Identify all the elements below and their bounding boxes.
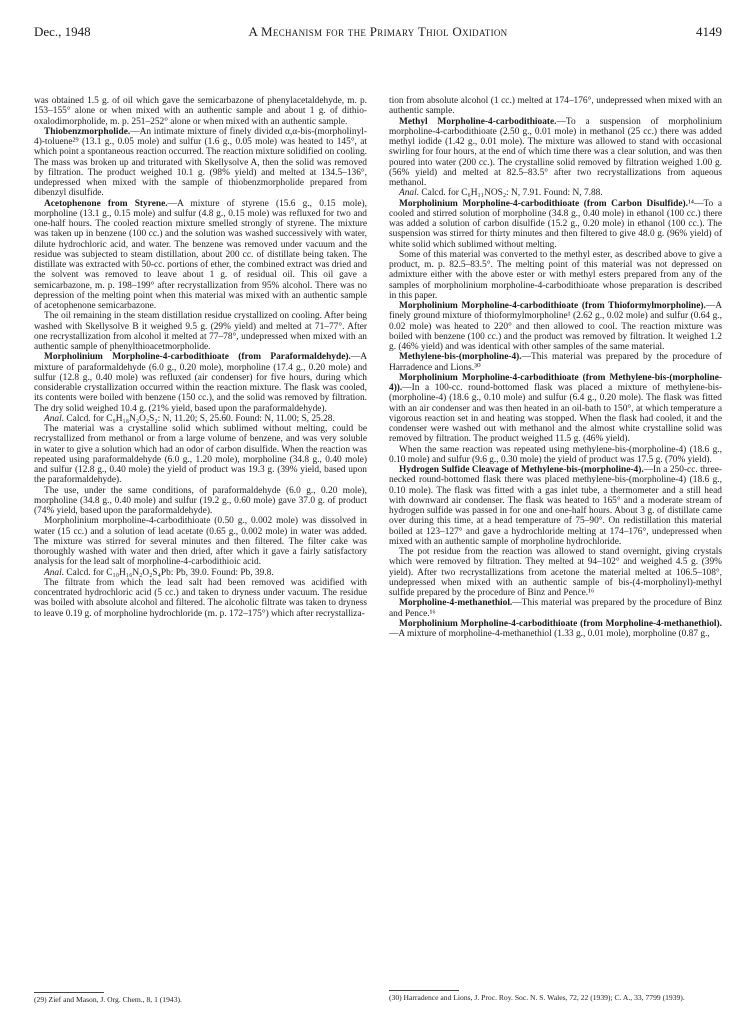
section-heading: Morpholinium Morpholine-4-carbodithioate (from Methylene-bis-(morpholine-4)).	[389, 372, 722, 393]
footnote-rule	[389, 990, 459, 991]
section-heading: Morpholinium Morpholine-4-carbodithioate (from Morpholine-4-methanethiol).	[399, 618, 722, 629]
paragraph-text: tion from absolute alcohol (1 cc.) melted at 174–176°, undepressed when mixed with an authentic sample.	[389, 96, 722, 117]
paragraph	[389, 547, 722, 598]
analysis-label: Anal.	[44, 413, 65, 424]
paragraph	[389, 199, 722, 250]
paragraph-text: The oil remaining in the steam distillation residue crystallized on cooling. After being washed with Skellysolve B it weighed 9.5 g. (29% yield) and melted at 71–77°. After one recrystallization from alcohol it melted at 77–78°, undepressed when mixed with an authentic sample of phenylthioacetmorpholide.	[34, 311, 367, 352]
paragraph	[389, 373, 722, 445]
right-column-text	[389, 96, 722, 968]
paragraph	[34, 486, 367, 517]
left-column	[34, 96, 367, 1010]
paragraph-text: —A finely ground mixture of thioformylmorpholine¹ (2.62 g., 0.02 mole) and sulfur (0.64 g., 0.02 mole) was heated to 220° and then allowed to cool. The reaction mixture was boiled with benzene (100 cc.) and the product was removed by filtration. It weighed 1.2 g. (46% yield) and was identical with other samples of the same material.	[389, 301, 722, 352]
paragraph-text: —In a 100-cc. round-bottomed flask was placed a mixture of methylene-bis-(morpholine-4) (18.6 g., 0.10 mole) and sulfur (6.4 g., 0.20 mole). The flask was fitted with an air condenser and was then heated in an oil-bath to 150°, at which temperature a vigorous reaction set in and heating was stopped. When the flask had cooled, it and the condenser were washed out with methanol and the almost white crystalline solid was removed by filtration. The product weighed 11.5 g. (46% yield).	[389, 383, 722, 445]
footnote-29: (29) Zief and Mason, J. Org. Chem., 8, 1 (1943).	[34, 995, 182, 1004]
paragraph	[34, 414, 367, 424]
paragraph-text: —In a 250-cc. three-necked round-bottomed flask there was placed methylene-bis-(morpholine-4) (18.6 g., 0.10 mole). The flask was fitted with a gas inlet tube, a thermometer and a still head with downward air condenser. The flask was heated to 165° and a moderate stream of hydrogen sulfide was passed in for one and one-half hours. About 3 g. of distillate came over during this time, at a head temperature of 75–90°. On redistillation this material boiled at 123–127° and gave a hydrochloride melting at 174–176°, undepressed when mixed with an authentic sample of morpholine hydrochloride.	[389, 465, 722, 547]
paragraph-text: was obtained 1.5 g. of oil which gave the semicarbazone of phenylacetaldehyde, m. p. 153–155° alone or when mixed with an authentic sample and about 1 g. of dithio-oxalodimorpholide, m. p. 251–252° alone or when mixed with an authentic sample.	[34, 96, 367, 127]
paragraph	[34, 352, 367, 414]
paragraph	[34, 127, 367, 199]
section-heading: Methylene-bis-(morpholine-4).	[399, 352, 522, 363]
paragraph-text: The filtrate from which the lead salt had been removed was acidified with concentrated hydrochloric acid (5 cc.) and taken to dryness under vacuum. The residue was boiled with absolute alcohol and filtered. The alcoholic filtrate was taken to dryness to leave 0.19 g. of morpholine hydrochloride (m. p. 172–175°) which after recrystalliza-	[34, 577, 367, 619]
paragraph-text: Morpholinium morpholine-4-carbodithioate (0.50 g., 0.002 mole) was dissolved in water (15 cc.) and a solution of lead acetate (0.65 g., 0.002 mole) in water was added. The mixture was stirred for several minutes and then filtered. The filter cake was thoroughly washed with water and then dried, after which it gave a fairly satisfactory analysis for the lead salt of morpholine-4-carbodithioic acid.	[34, 516, 367, 568]
paragraph-text: When the same reaction was repeated using methylene-bis-(morpholine-4) (18.6 g., 0.10 mole) and sulfur (9.6 g., 0.30 mole) the yield of product was 17.5 g. (70% yield).	[389, 444, 722, 465]
running-header	[34, 20, 722, 46]
paragraph	[389, 598, 722, 619]
paragraph	[389, 117, 722, 189]
section-heading: Morpholinium Morpholine-4-carbodithioate (from Paraformaldehyde).	[44, 352, 351, 363]
two-column-body	[34, 96, 722, 1010]
header-title: A Mechanism for the Primary Thiol Oxidation	[248, 24, 508, 39]
page-number: 4149	[696, 24, 722, 39]
paragraph-text: —This material was prepared by the procedure of Harradence and Lions.³⁰	[389, 352, 722, 373]
paragraph	[389, 96, 722, 117]
paragraph	[389, 250, 722, 301]
paragraph	[389, 445, 722, 466]
paragraph-text: Some of this material was converted to the methyl ester, as described above to give a product, m. p. 82.5–83.5°. The melting point of this material was not depressed on admixture either with the above ester or with methyl esters prepared from any of the samples of morpholinium morpholine-4-carbodithioate whose preparation is described in this paper.	[389, 249, 722, 301]
paragraph	[34, 578, 367, 619]
paragraph-text: Calcd. for C₉H₁₈N₂O₂S₂: N, 11.20; S, 25.60. Found: N, 11.00; S, 25.28.	[66, 413, 335, 424]
header-date: Dec., 1948	[34, 24, 91, 39]
paragraph-text: —A mixture of paraformaldehyde (6.0 g., 0.20 mole), morpholine (17.4 g., 0.20 mole) and sulfur (12.8 g., 0.40 mole) was refluxed (air condenser) for five hours, during which considerable crystallization occurred within the reaction mixture. The flask was cooled, its contents were boiled with benzene (150 cc.), and the solid was removed by filtration. The dry solid weighed 10.4 g. (21% yield, based upon the paraformaldehyde).	[34, 352, 367, 414]
section-heading: Morpholinium Morpholine-4-carbodithioate (from Thioformylmorpholine).	[399, 301, 706, 311]
footnote-rule	[34, 992, 104, 993]
paragraph-text: —An intimate mixture of finely divided α,α-bis-(morpholinyl-4)-toluene²⁹ (13.1 g., 0.05 mole) and sulfur (1.6 g., 0.05 mole) was heated to 145°, at which point a spontaneous reaction occurred. The reaction mixture solidified on cooling. The mass was broken up and triturated with Skellysolve A, then the solid was removed by filtration. The product weighed 10.1 g. (98% yield) and melted at 134.5–136°, undepressed when mixed with the sample of thiobenzmorpholide prepared from dibenzyl disulfide.	[34, 126, 367, 199]
footnote-30: (30) Harradence and Lions, J. Proc. Roy. Soc. N. S. Wales, 72, 22 (1939); C. A., 33, 7799 (1939).	[389, 993, 685, 1002]
journal-page	[34, 20, 722, 1010]
left-column-text	[34, 96, 367, 976]
section-heading: Thiobenzmorpholide.	[44, 126, 131, 137]
right-column	[389, 96, 722, 1010]
paragraph-text: —A mixture of styrene (15.6 g., 0.15 mole), morpholine (13.1 g., 0.15 mole) and sulfur (4.8 g., 0.15 mole) was refluxed for two and one-half hours. The cooled reaction mixture smelled strongly of styrene. The mixture was taken up in benzene (100 cc.) and the solution was washed successively with water, dilute hydrochloric acid, and water. The benzene was removed under vacuum and the residue was subjected to steam distillation, about 200 cc. of distillate being taken. The distillate was extracted with 50-cc. portions of ether, the combined extract was dried and the solvent was removed to leave about 1 g. of residual oil. This oil gave a semicarbazone, m. p. 198–199° after recrystallization from 95% alcohol. There was no depression of the melting point when this material was mixed with an authentic sample of acetophenone semicarbazone.	[34, 198, 367, 311]
section-heading: Morpholinium Morpholine-4-carbodithioate (from Carbon Disulfide).	[399, 198, 688, 209]
paragraph	[389, 619, 722, 640]
section-heading: Methyl Morpholine-4-carbodithioate.	[399, 116, 557, 127]
paragraph	[34, 516, 367, 567]
paragraph-text: Calcd. for C₆H₁₁NOS₂: N, 7.91. Found: N, 7.88.	[421, 188, 603, 199]
paragraph-text: The material was a crystalline solid which sublimed without melting, could be recrystallized from methanol or from a large volume of benzene, and was very soluble in water to give a solution which had an odor of carbon disulfide. When the reaction was repeated using paraformaldehyde (6.0 g., 1.20 mole), morpholine (34.8 g., 0.40 mole) and sulfur (12.8 g., 0.40 mole) the yield of product was 19.3 g. (39% yield, based upon the paraformaldehyde).	[34, 424, 367, 486]
paragraph	[389, 465, 722, 547]
paragraph-text: The pot residue from the reaction was allowed to stand overnight, giving crystals which were removed by filtration. They melted at 94–102° and weighed 4.5 g. (39% yield). After two recrystallizations from acetone the material melted at 106.5–108°, undepressed when mixed with an authentic sample of bis-(4-morpholinyl)-methyl sulfide prepared by the procedure of Binz and Pence.¹⁶	[389, 547, 722, 598]
paragraph	[34, 311, 367, 352]
paragraph	[34, 424, 367, 486]
paragraph-text: Calcd. for C₁₀H₁₆N₂O₂S₄Pb: Pb, 39.0. Found: Pb, 39.8.	[66, 567, 274, 578]
paragraph	[34, 96, 367, 127]
paragraph	[34, 199, 367, 312]
analysis-label: Anal.	[44, 567, 65, 578]
section-heading: Morpholine-4-methanethiol.	[399, 598, 513, 609]
paragraph	[389, 301, 722, 352]
paragraph	[389, 352, 722, 373]
left-footnote-block	[34, 992, 367, 1004]
paragraph-text: —To a suspension of morpholinium morpholine-4-carbodithioate (2.50 g., 0.01 mole) in methanol (25 cc.) there was added methyl iodide (1.42 g., 0.01 mole). The mixture was allowed to stand with occasional swirling for four hours, at the end of which time there was a clear solution, and was then poured into water (200 cc.). The crystalline solid removed by filtration weighed 1.00 g. (56% yield) and melted at 82.5–83.5° after two recrystallizations from aqueous methanol.	[389, 116, 722, 188]
paragraph-text: —A mixture of morpholine-4-methanethiol (1.33 g., 0.01 mole), morpholine (0.87 g.,	[389, 629, 710, 639]
paragraph	[389, 188, 722, 198]
paragraph	[34, 568, 367, 578]
paragraph-text: ¹⁴—To a cooled and stirred solution of morpholine (34.8 g., 0.40 mole) in ethanol (100 cc.) there was added a solution of carbon disulfide (15.2 g., 0.20 mole) in ethanol (100 cc.). The suspension was stirred for thirty minutes and then filtered to give 48.0 g. (96% yield) of white solid which sublimed without melting.	[389, 198, 722, 250]
paragraph-text: The use, under the same conditions, of paraformaldehyde (6.0 g., 0.20 mole), morpholine (34.8 g., 0.40 mole) and sulfur (19.2 g., 0.60 mole) gave 37.0 g. of product (74% yield, based upon the paraformaldehyde).	[34, 485, 367, 516]
section-heading: Acetophenone from Styrene.	[44, 198, 168, 209]
paragraph-text: —This material was prepared by the procedure of Binz and Pence.¹⁶	[389, 598, 722, 619]
section-heading: Hydrogen Sulfide Cleavage of Methylene-bis-(morpholine-4).	[399, 465, 644, 475]
right-footnote-block	[389, 990, 722, 1002]
analysis-label: Anal.	[399, 188, 420, 199]
